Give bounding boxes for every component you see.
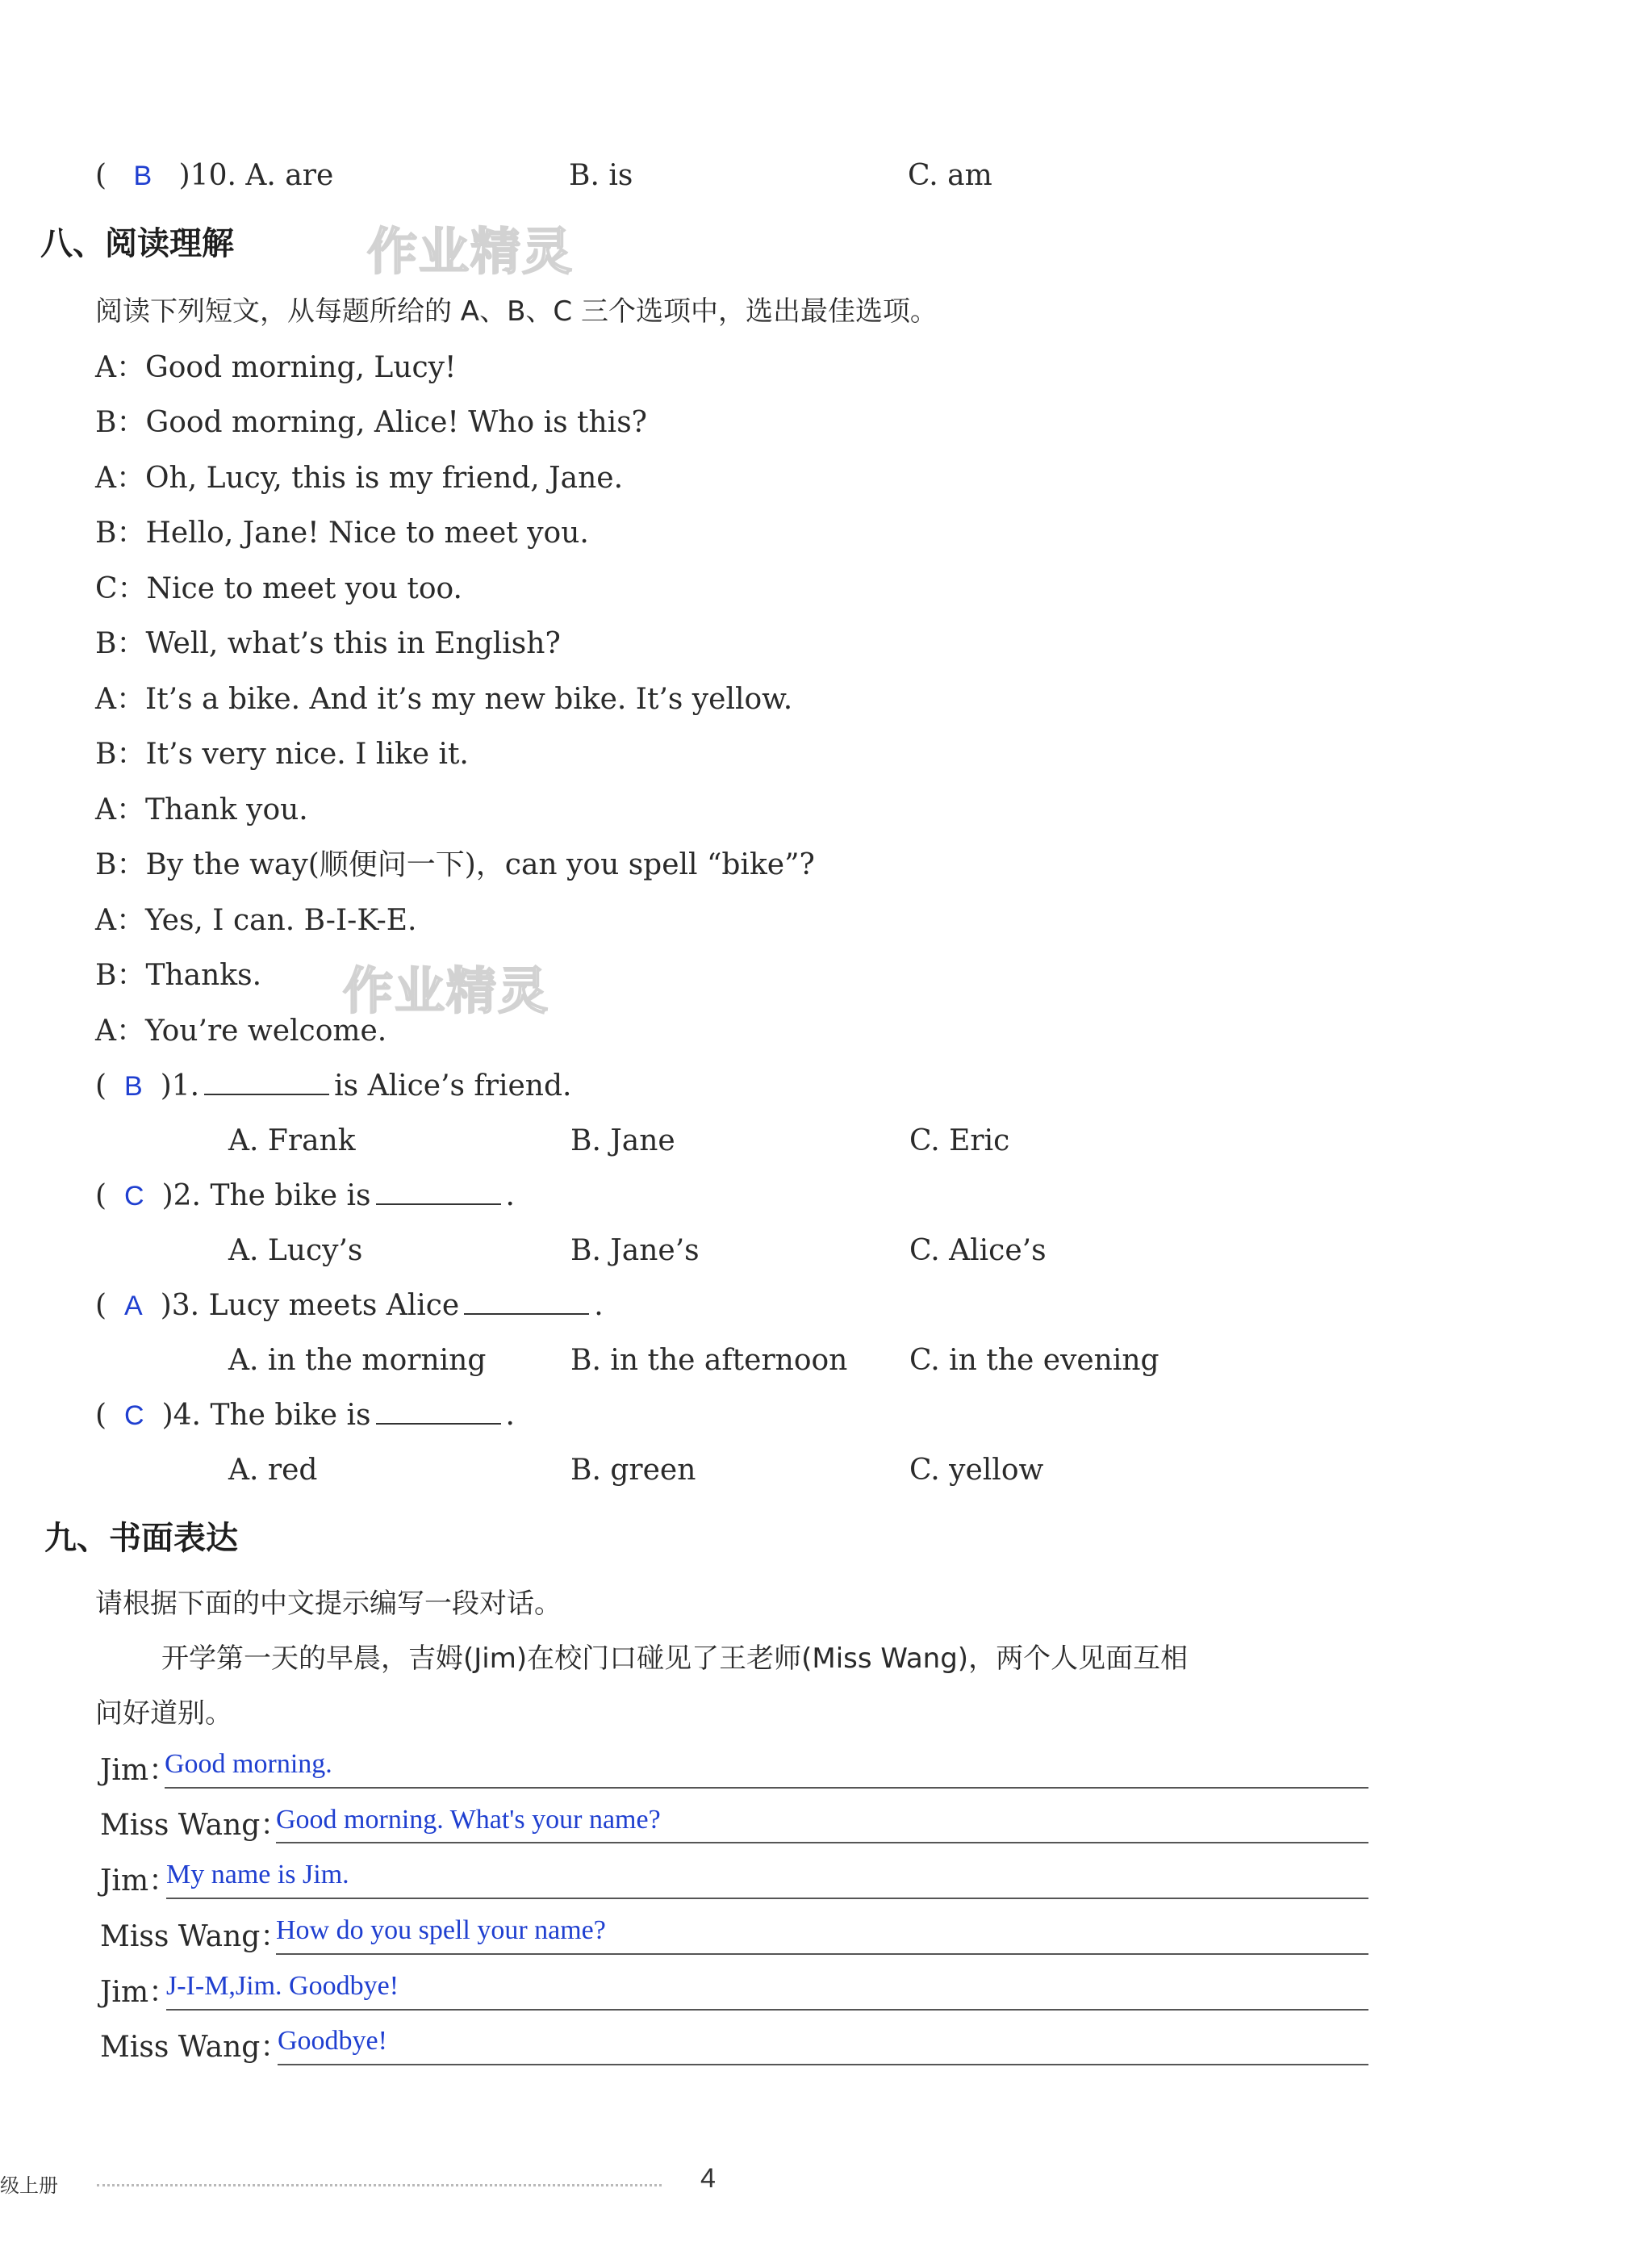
instruction: 阅读下列短文，从每题所给的 A、B、C 三个选项中，选出最佳选项。 xyxy=(95,295,938,328)
watermark: 作业精灵 xyxy=(367,222,574,281)
answer-text: C xyxy=(124,1400,144,1431)
speaker-label: Miss Wang： xyxy=(100,2031,290,2064)
footer-divider xyxy=(97,2184,662,2186)
dialogue-line: B：By the way(顺便问一下)，can you spell “bike”? xyxy=(95,848,815,881)
answer-blank xyxy=(376,1179,501,1205)
option-b: B. is xyxy=(569,159,633,192)
dialogue-line: A：Oh, Lucy, this is my friend, Jane. xyxy=(95,462,624,495)
dialogue-line: B：Hello, Jane! Nice to meet you. xyxy=(95,517,589,550)
dialogue-line: B：Well, what’s this in English? xyxy=(95,627,561,660)
option-c: C. am xyxy=(908,159,992,192)
answer-text: B xyxy=(124,1071,143,1102)
handwritten-answer: How do you spell your name? xyxy=(276,1915,606,1945)
question-text: )3. Lucy meets Alice xyxy=(160,1289,460,1322)
dialogue-line: B：Thanks. xyxy=(95,959,262,992)
answer-text: A xyxy=(124,1291,143,1321)
speaker-label: Jim： xyxy=(100,1976,178,2009)
option-a: A. red xyxy=(228,1454,318,1487)
answer-line xyxy=(276,1842,1368,1843)
answer-line xyxy=(166,1898,1368,1899)
section-heading: 八、阅读理解 xyxy=(40,225,234,262)
prompt-line: 开学第一天的早晨，吉姆(Jim)在校门口碰见了王老师(Miss Wang)，两个人见面互相 xyxy=(161,1642,1189,1675)
handwritten-answer: Good morning. xyxy=(165,1749,332,1779)
answer-text: C xyxy=(124,1181,144,1211)
question-2: ( C )2. The bike is . xyxy=(95,1179,515,1212)
footer-book-label: 级上册 xyxy=(0,2174,58,2197)
option-b: B. Jane’s xyxy=(570,1234,700,1267)
option-b: B. in the afternoon xyxy=(570,1344,848,1377)
option-c: C. yellow xyxy=(909,1454,1044,1487)
option-c: C. in the evening xyxy=(909,1344,1159,1377)
dialogue-line: C：Nice to meet you too. xyxy=(95,572,462,605)
dialogue-line: B：It’s very nice. I like it. xyxy=(95,738,469,771)
paren-open: ( xyxy=(95,159,107,192)
question-3: ( A )3. Lucy meets Alice . xyxy=(95,1289,604,1322)
prompt-line: 问好道别。 xyxy=(95,1697,232,1730)
answer-line xyxy=(278,2064,1368,2065)
answer-line xyxy=(276,1953,1368,1955)
question-end: . xyxy=(594,1289,604,1322)
dialogue-line: A：You’re welcome. xyxy=(95,1015,387,1048)
option-b: B. green xyxy=(570,1454,696,1487)
watermark: 作业精灵 xyxy=(343,961,550,1020)
option-a: A. in the morning xyxy=(228,1344,487,1377)
speaker-label: Jim： xyxy=(100,1754,178,1787)
speaker-label: Miss Wang： xyxy=(100,1809,290,1842)
handwritten-answer: My name is Jim. xyxy=(166,1860,349,1889)
answer-blank xyxy=(204,1069,329,1095)
dialogue-line: A：Good morning, Lucy! xyxy=(95,351,457,384)
question-text: )2. The bike is xyxy=(161,1179,371,1212)
question-end: . xyxy=(505,1399,515,1432)
answer-line xyxy=(166,2009,1368,2011)
question-text: is Alice’s friend. xyxy=(334,1069,572,1103)
question-number: )1. xyxy=(160,1069,200,1103)
option-c: C. Eric xyxy=(909,1124,1010,1157)
dialogue-line: B：Good morning, Alice! Who is this? xyxy=(95,406,647,439)
section-heading: 九、书面表达 xyxy=(44,1520,238,1557)
dialogue-line: A：It’s a bike. And it’s my new bike. It’s yellow. xyxy=(95,683,793,716)
answer-line xyxy=(165,1787,1368,1789)
speaker-label: Miss Wang： xyxy=(100,1920,290,1953)
answer-blank xyxy=(376,1399,501,1425)
question-text: )10. A. are xyxy=(178,159,334,192)
option-c: C. Alice’s xyxy=(909,1234,1047,1267)
handwritten-answer: Goodbye! xyxy=(278,2026,387,2056)
page-number: 4 xyxy=(700,2163,716,2194)
answer-text: B xyxy=(133,161,153,191)
handwritten-answer: Good morning. What's your name? xyxy=(276,1805,661,1835)
dialogue-line: A：Yes, I can. B-I-K-E. xyxy=(95,904,417,937)
option-a: A. Frank xyxy=(228,1124,356,1157)
q10-row xyxy=(95,158,333,194)
dialogue-line: A：Thank you. xyxy=(95,793,308,826)
answer-blank xyxy=(464,1289,589,1315)
handwritten-answer: J-I-M,Jim. Goodbye! xyxy=(166,1971,399,2001)
question-end: . xyxy=(505,1179,515,1212)
option-a: A. Lucy’s xyxy=(228,1234,363,1267)
question-4: ( C )4. The bike is . xyxy=(95,1399,515,1432)
option-b: B. Jane xyxy=(570,1124,675,1157)
question-1: ( B )1. is Alice’s friend. xyxy=(95,1069,572,1103)
speaker-label: Jim： xyxy=(100,1864,178,1898)
question-text: )4. The bike is xyxy=(161,1399,371,1432)
instruction: 请根据下面的中文提示编写一段对话。 xyxy=(95,1588,562,1620)
